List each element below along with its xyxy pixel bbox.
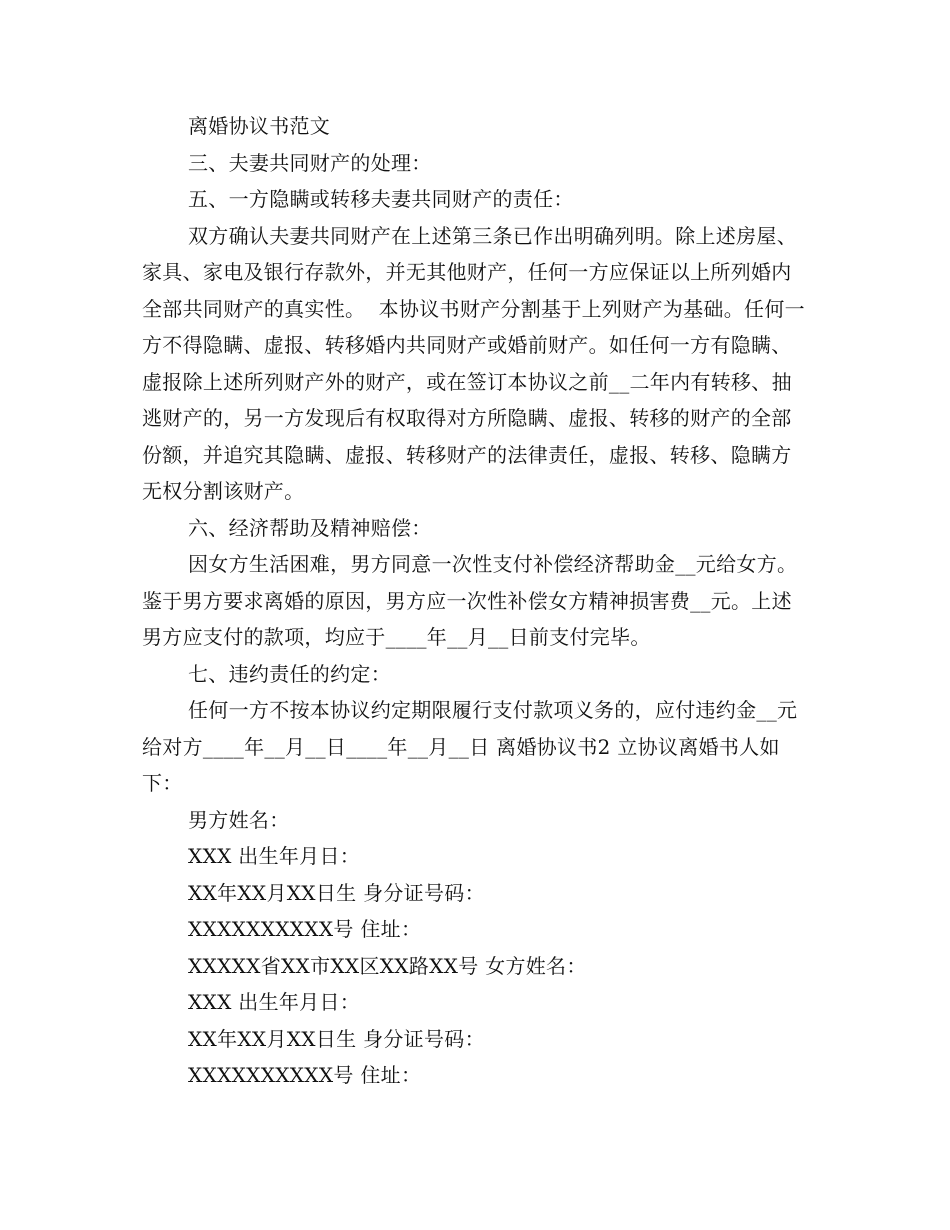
document-body [142, 108, 807, 1094]
section-heading-5: 五、一方隐瞒或转移夫妻共同财产的责任： [188, 187, 574, 211]
section-heading-6: 六、经济帮助及精神赔偿： [188, 515, 432, 540]
field-husband-id-number: XX年XX月XX日生 身分证号码： [188, 880, 485, 905]
section-5-paragraph: 双方确认夫妻共同财产在上述第三条已作出明确列明。除上述房屋、家具、家电及银行存款外，并无其他财产，任何一方应保证以上所列婚内全部共同财产的真实性。 本协议书财产分割基于上列财产为基础。任何一方不得隐瞒、虚报、转移婚内共同财产或婚前财产。如任何一方有隐瞒、虚报除上述所列财产外的财产，或在签订本协议之前__二年内有转移、抽逃财产的，另一方发现后有权取得对方所隐瞒、虚报、转移的财产的全部份额，并追究其隐瞒、虚报、转移财产的法律责任，虚报、转移、隐瞒方无权分割该财产。 [142, 223, 805, 503]
section-6-paragraph: 因女方生活困难，男方同意一次性支付补偿经济帮助金__元给女方。鉴于男方要求离婚的原因，男方应一次性补偿女方精神损害费__元。上述男方应支付的款项，均应于____年__月__日前支付完毕。 [142, 552, 798, 649]
section-7-paragraph: 任何一方不按本协议约定期限履行支付款项义务的，应付违约金__元给对方____年__月__日____年__月__日 离婚协议书2 立协议离婚书人如下： [142, 698, 798, 795]
document-title: 离婚协议书范文 [188, 114, 331, 138]
section-heading-7: 七、违约责任的约定： [188, 661, 391, 686]
field-husband-name: 男方姓名： [188, 807, 290, 832]
field-wife-address: XXXXXXXXXX号 住址： [188, 1063, 422, 1087]
section-heading-3: 三、夫妻共同财产的处理： [188, 150, 432, 175]
field-husband-address: XXXXXXXXXX号 住址： [188, 917, 422, 941]
field-husband-birthdate: XXX 出生年月日： [188, 844, 361, 868]
field-wife-id-number: XX年XX月XX日生 身分证号码： [188, 1026, 485, 1051]
field-wife-birthdate: XXX 出生年月日： [188, 990, 361, 1014]
field-wife-name: XXXXX省XX市XX区XX路XX号 女方姓名： [188, 953, 587, 978]
